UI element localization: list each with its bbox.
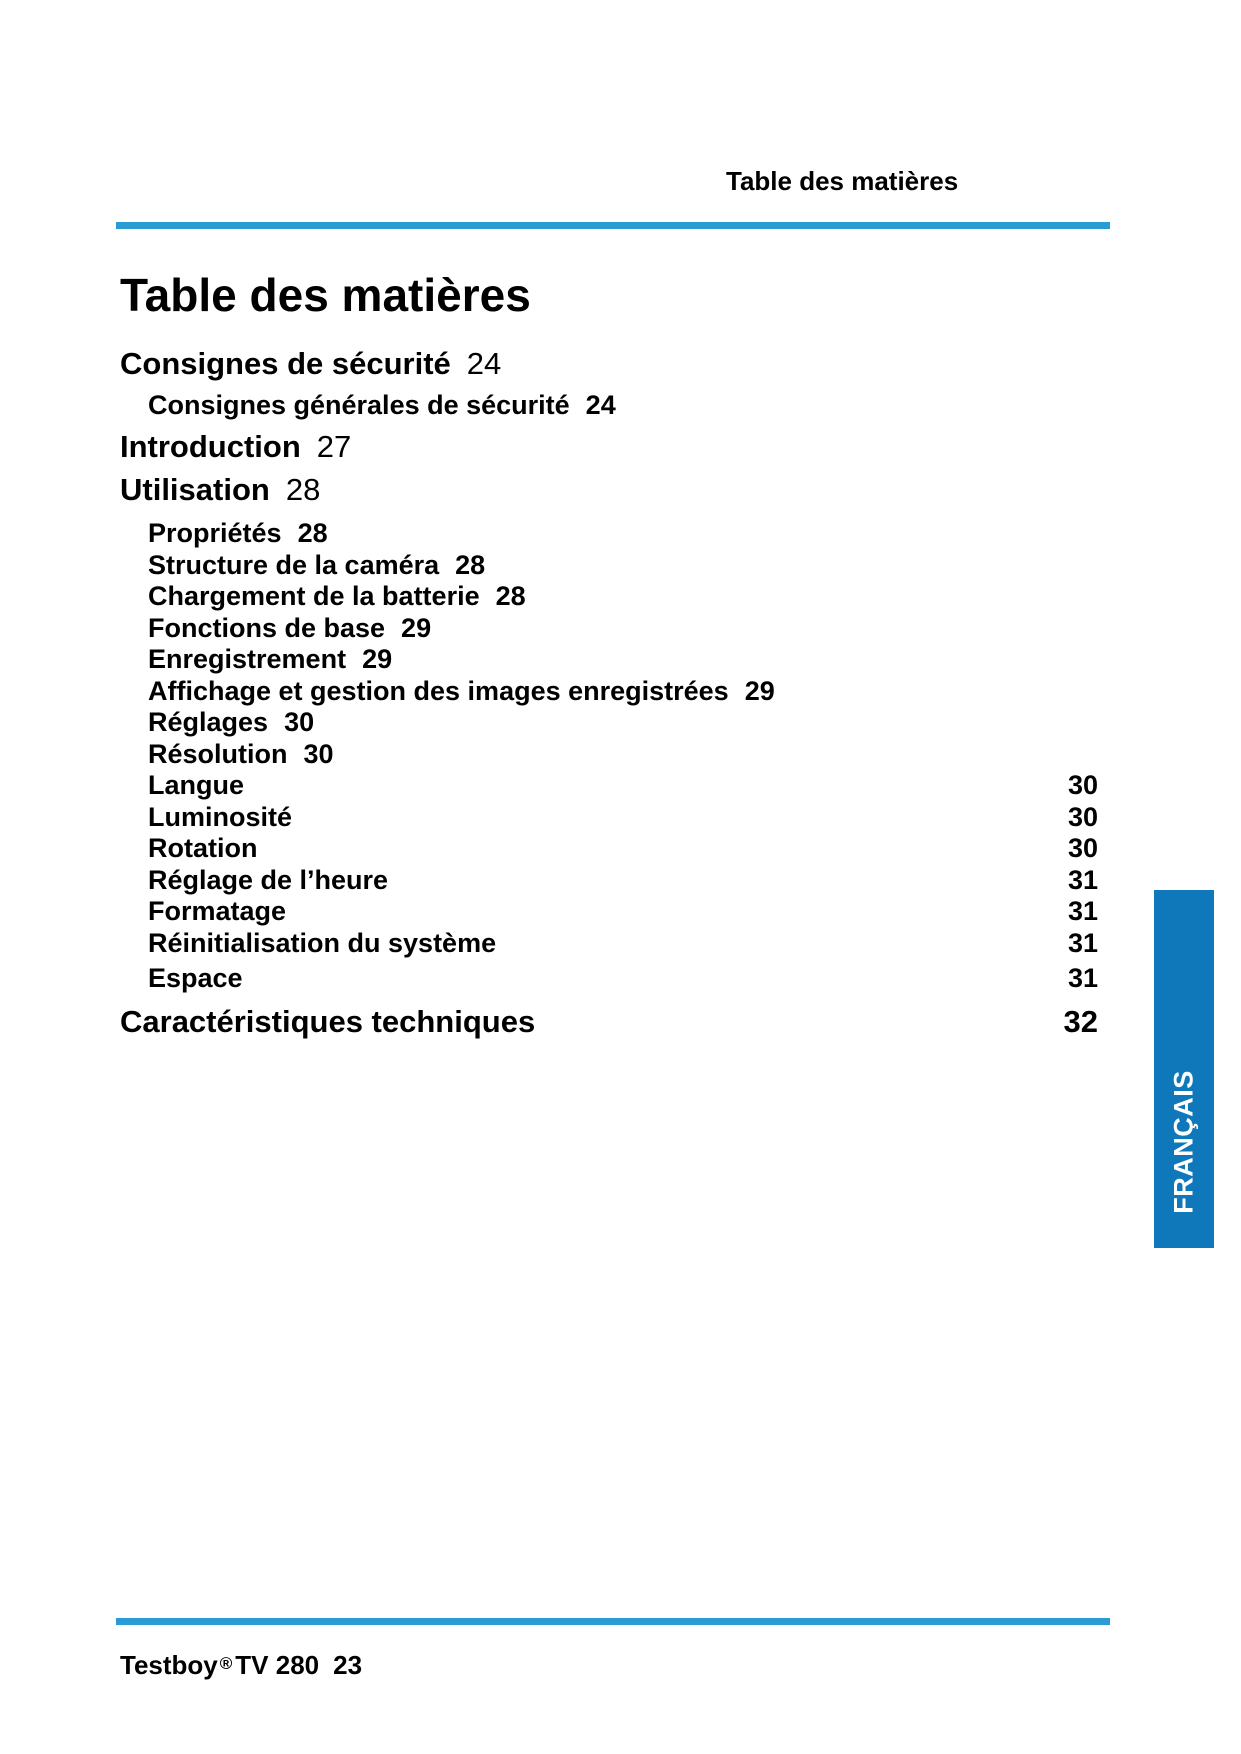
toc-entry-consignes-securite[interactable]: Consignes de sécurité 24	[120, 346, 502, 381]
toc-page-number: 30	[303, 739, 334, 769]
toc-page-number-espace: 31	[1067, 963, 1098, 993]
toc-page-number-rotation: 30	[1067, 833, 1098, 863]
toc-page-number-luminosite: 30	[1067, 802, 1098, 832]
toc-entry-reglage-heure[interactable]: Réglage de l’heure	[148, 865, 389, 895]
footer-brand: Testboy	[120, 1650, 218, 1680]
toc-entry-rotation[interactable]: Rotation	[148, 833, 258, 863]
toc-page-number: 29	[744, 676, 775, 706]
toc-entry-utilisation[interactable]: Utilisation 28	[120, 472, 321, 507]
toc-entry-langue[interactable]: Langue	[148, 770, 245, 800]
toc-page-number: 30	[284, 707, 315, 737]
toc-entry-proprietes[interactable]: Propriétés 28	[148, 518, 328, 548]
toc-page-number: 27	[316, 429, 352, 464]
footer-model: TV 280	[235, 1650, 320, 1680]
toc-entry-caracteristiques[interactable]: Caractéristiques techniques	[120, 1004, 536, 1039]
registered-mark: ®	[219, 1654, 233, 1673]
toc-page-number: 29	[362, 644, 393, 674]
toc-page-number-caracteristiques: 32	[1063, 1004, 1098, 1039]
toc-entry-reglages[interactable]: Réglages 30	[148, 707, 315, 737]
toc-entry-consignes-generales[interactable]: Consignes générales de sécurité 24	[148, 390, 616, 420]
toc-page-number-reglage-heure: 31	[1067, 865, 1098, 895]
toc-entry-luminosite[interactable]: Luminosité	[148, 802, 293, 832]
footer-rule	[116, 1618, 1110, 1625]
toc-entry-resolution[interactable]: Résolution 30	[148, 739, 334, 769]
toc-page-number: 28	[495, 581, 526, 611]
header-rule	[116, 222, 1110, 229]
toc-page-number-reinitialisation: 31	[1067, 928, 1098, 958]
toc-entry-structure-camera[interactable]: Structure de la caméra 28	[148, 550, 486, 580]
footer	[120, 1650, 362, 1681]
page-title: Table des matières	[120, 269, 531, 321]
toc-page-number: 28	[285, 472, 321, 507]
footer-page-number: 23	[333, 1650, 363, 1680]
toc-page-number: 28	[297, 518, 328, 548]
toc-entry-formatage[interactable]: Formatage	[148, 896, 287, 926]
toc-entry-enregistrement[interactable]: Enregistrement 29	[148, 644, 393, 674]
toc-entry-espace[interactable]: Espace	[148, 963, 243, 993]
toc-page-number: 28	[455, 550, 486, 580]
toc-page-number: 29	[401, 613, 432, 643]
toc-entry-reinitialisation[interactable]: Réinitialisation du système	[148, 928, 497, 958]
running-header: Table des matières	[726, 166, 959, 196]
language-tab-label: FRANÇAIS	[1168, 1070, 1199, 1214]
toc-entry-fonctions-base[interactable]: Fonctions de base 29	[148, 613, 432, 643]
toc-page-number: 24	[466, 346, 502, 381]
toc-page-number-langue: 30	[1067, 770, 1098, 800]
toc-entry-affichage-gestion[interactable]: Affichage et gestion des images enregistrées 29	[148, 676, 775, 706]
toc-entry-chargement-batterie[interactable]: Chargement de la batterie 28	[148, 581, 526, 611]
toc-page-number: 24	[585, 390, 616, 420]
toc-page-number-formatage: 31	[1067, 896, 1098, 926]
toc-entry-introduction[interactable]: Introduction 27	[120, 429, 352, 464]
